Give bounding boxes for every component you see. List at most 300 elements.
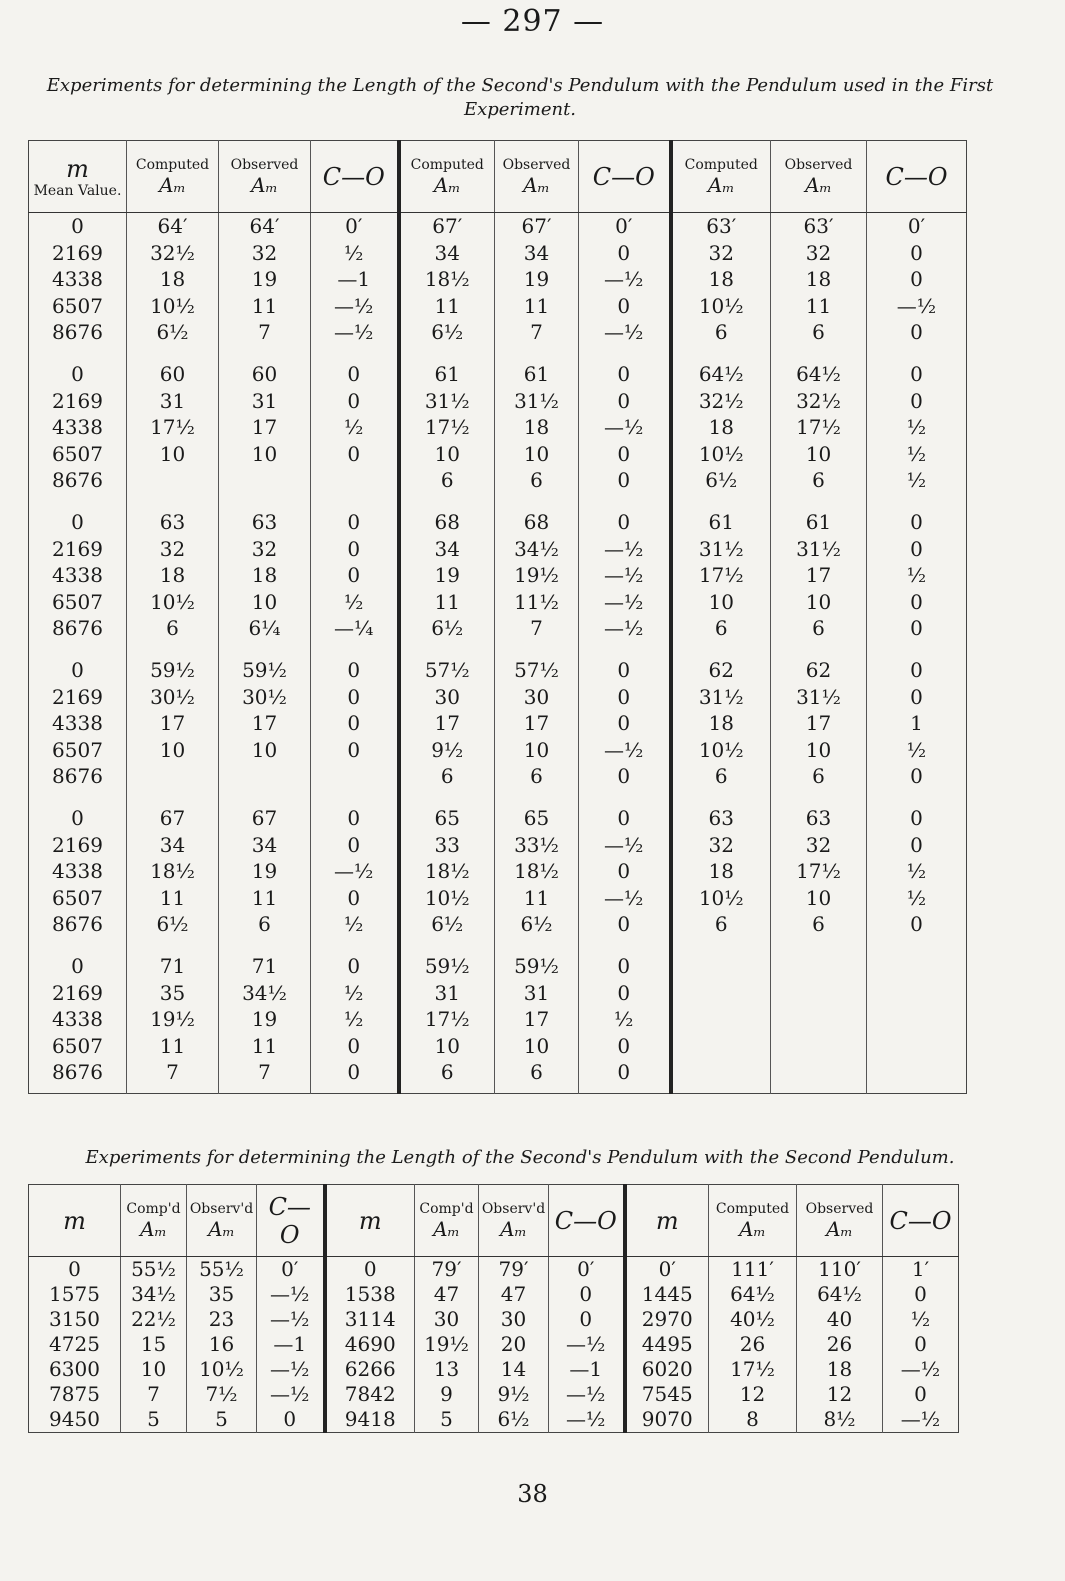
table-cell: 18 [708,859,734,883]
value-group [311,805,397,953]
table-cell: 2169 [52,388,103,413]
t1-header-b2-c-o: C—O [579,141,671,213]
value-group [771,953,866,1093]
table-cell: 7875 [49,1382,100,1406]
table-cell: 67 [159,806,186,830]
table-cell: 4725 [49,1332,100,1356]
table-cell: 55½ [199,1257,244,1281]
table-cell: 0 [617,711,631,735]
table-cell: 0 [347,536,361,561]
t1-header-b2-observed: Observed Aₘ [495,141,579,213]
table-cell: 0 [910,388,923,413]
table-cell: 6 [440,468,454,492]
t2-col-b3-m [625,1257,709,1433]
value-group [127,213,218,361]
table-cell: 110′ [818,1257,861,1281]
value-group [401,213,495,361]
t2-col-b3-observed [797,1257,883,1433]
table-cell: 3150 [49,1307,100,1331]
table-cell: 10½ [698,441,744,466]
table-cell: 31½ [424,388,470,413]
table-cell: 17 [434,711,460,735]
value-group [127,805,218,953]
table-cell: 7 [530,320,543,344]
table-cell: 0 [579,1282,593,1306]
table-cell: 32 [251,240,278,265]
table-cell: 0 [617,980,631,1005]
value-group [579,361,669,509]
value-group [771,509,866,657]
table1-caption: Experiments for determining the Length of the Second's Pendulum with the Pendulum used in the First Experiment. [46,75,994,120]
table-cell: 19 [251,859,278,883]
signature-number: 38 [517,1480,548,1508]
table-cell: 12 [739,1382,766,1406]
table-cell: 57½ [514,658,559,682]
table-cell [867,953,966,980]
table-cell: 18 [708,415,734,439]
table-cell: 18 [708,711,734,735]
table-cell: 17 [251,415,278,439]
t1-col-b1-c-o [311,213,399,1094]
table-cell: 67′ [521,214,552,238]
t2-header-b2-observed: Observ'd Aₘ [479,1185,549,1257]
table-cell: 18 [805,267,832,291]
value-group [867,657,966,805]
value-group [219,953,310,1093]
value-group [219,657,310,805]
table-cell: 64½ [796,362,841,386]
table-cell: 0 [347,441,361,466]
table-cell: 18½ [150,859,195,883]
table-cell: ½ [906,563,927,587]
value-group [29,213,126,361]
table-cell: 19 [251,267,278,291]
table-cell: 32 [251,536,278,561]
table-cell: 65 [434,806,460,830]
table-cell: 6507 [52,1033,103,1058]
table-cell: 0 [347,806,361,830]
t1-header-b3-computed: Computed Aₘ [671,141,771,213]
table-cell: 2169 [52,536,103,561]
table-cell: —½ [270,1307,310,1331]
t1-col-b2-observed [495,213,579,1094]
value-group [401,805,495,953]
table-cell: 26 [826,1332,853,1356]
table-cell: 0 [910,320,923,344]
table-cell: 0′ [658,1257,676,1281]
table-cell: 17 [805,563,832,587]
table-cell: 6 [530,1060,543,1084]
table-cell: 11 [523,885,550,910]
table-cell: 0 [617,468,631,492]
table-cell: 11 [159,885,186,910]
table-cell: 4338 [52,711,103,735]
table1 [28,140,967,1094]
table-cell: 63 [159,510,186,534]
table-cell: 19 [523,267,550,291]
t2-col-b2-c-o [549,1257,625,1433]
table-cell: 0 [347,737,361,762]
value-group [219,805,310,953]
table-cell: 6 [714,764,728,788]
table-cell [673,980,771,1007]
value-group [311,361,397,509]
table-cell: —½ [334,859,374,883]
table-cell [673,1059,771,1086]
table-cell: 0 [914,1282,927,1306]
table-cell: 4338 [52,267,103,291]
table-cell: 6 [812,912,825,936]
value-group [673,213,771,361]
table-cell: 0 [914,1382,927,1406]
table-cell: 61 [708,510,734,534]
t2-header-b3-observed: Observed Aₘ [797,1185,883,1257]
table-cell: 0 [71,362,84,386]
table-cell: 0 [617,684,631,709]
table-cell: 34½ [514,536,559,561]
t1-header-b3-c-o: C—O [867,141,967,213]
table-cell: 6½ [520,912,553,936]
table-cell: 0 [617,388,631,413]
table-cell: —½ [604,885,644,910]
table-cell: 1575 [49,1282,100,1306]
table-cell: —½ [900,1357,941,1381]
table-cell: 68 [523,510,550,534]
table-cell: 0 [617,806,631,830]
t1-header-mean-value: Mean Value. [33,182,122,199]
table-cell: 6507 [52,589,103,614]
value-group [673,657,771,805]
t1-header-b3-observed: Observed Aₘ [771,141,867,213]
table-cell: 0 [363,1257,377,1281]
value-group [311,657,397,805]
table-cell: 6½ [705,468,738,492]
table-cell: 32 [805,832,832,857]
table-cell: 18 [523,415,550,439]
table-cell: 10½ [150,293,195,318]
table-cell: 34 [251,832,278,857]
table-cell: 18½ [424,859,470,883]
table-cell: 0 [910,912,923,936]
table-cell: 0 [617,510,631,534]
table-cell: ½ [910,1307,931,1331]
table-cell: 0 [71,214,84,238]
table-cell: 7 [258,1060,271,1084]
table-cell: 6 [812,616,825,640]
table-cell: ½ [344,912,364,936]
table-cell: 64′ [249,214,280,238]
table-cell: 18 [159,563,186,587]
value-group [127,657,218,805]
table-cell: 10 [805,589,832,614]
table-cell [771,980,866,1007]
table-cell: 9450 [49,1407,100,1431]
table-cell [867,1006,966,1033]
table-cell: 0 [347,684,361,709]
table-cell: —½ [604,589,644,614]
table-cell: 19½ [150,1007,195,1031]
table-cell [127,763,218,790]
t2-header-b3-c-o: C—O [883,1185,959,1257]
table-cell: —½ [900,1407,941,1431]
t1-col-b1-observed [219,213,311,1094]
table-cell: 32½ [150,240,195,265]
value-group [579,213,669,361]
table-cell: 34 [434,536,460,561]
table-cell: 0 [68,1257,81,1281]
table-cell: 6 [258,912,271,936]
table-cell: 6300 [49,1357,100,1381]
table-cell: 2169 [52,980,103,1005]
table-cell: 10 [434,1033,460,1058]
table-cell: —½ [604,320,644,344]
table-cell: 6½ [431,912,464,936]
table-cell: 63 [708,806,734,830]
table-cell: 17 [523,711,550,735]
value-group [219,509,310,657]
table-cell: 0′ [577,1257,595,1281]
table-cell: 0 [71,954,84,978]
table-cell: 0 [617,240,631,265]
table-cell: 18½ [514,859,559,883]
table-cell: 5 [440,1407,453,1431]
table-cell: 0 [347,1060,361,1084]
table-cell: 7½ [205,1382,238,1406]
table-cell: 0 [347,362,361,386]
value-group [127,361,218,509]
value-group [673,953,771,1093]
table-cell: 18 [708,267,734,291]
table-cell: 23 [208,1307,235,1331]
table-cell: 0 [347,658,361,682]
table-cell: 32 [708,240,734,265]
value-group [311,213,397,361]
table-cell: 59½ [514,954,559,978]
table-cell: ½ [344,240,364,265]
table-cell [311,467,397,494]
value-group [401,509,495,657]
table-cell: 0 [283,1407,297,1431]
table-cell: 6½ [156,912,189,936]
table-cell: 34 [159,832,186,857]
table-cell: 6 [714,320,728,344]
table-cell: 16 [208,1332,235,1356]
table-cell: 4338 [52,859,103,883]
value-group [127,953,218,1093]
table-cell: —¼ [334,616,374,640]
value-group [29,657,126,805]
table-cell: 11 [251,293,278,318]
table-cell: 22½ [131,1307,176,1331]
table-cell: 32 [708,832,734,857]
table-cell: 61 [434,362,460,386]
table-cell: ½ [906,885,927,910]
table-cell: 9½ [497,1382,530,1406]
table-cell: —1 [273,1332,307,1356]
table-cell: 18 [159,267,186,291]
table-cell: 9418 [344,1407,396,1431]
table-cell: 6507 [52,885,103,910]
table-cell: 0 [910,536,923,561]
table-cell: 68 [434,510,460,534]
table-cell: 0 [347,510,361,534]
value-group [219,213,310,361]
table-cell: 3114 [344,1307,396,1331]
table-cell: 63 [805,806,832,830]
table-cell: 10 [805,441,832,466]
table-cell: 4690 [344,1332,396,1356]
table-cell: 10½ [424,885,470,910]
table-cell: 4495 [641,1332,693,1356]
t2-col-b1-observed [187,1257,257,1433]
table-cell: 26 [739,1332,766,1356]
value-group [29,361,126,509]
table-cell: —½ [270,1382,310,1406]
table-cell: 18 [251,563,278,587]
table-cell [867,1059,966,1086]
table-cell: 8676 [52,1060,103,1084]
table-cell: 2169 [52,832,103,857]
table-cell: —½ [334,320,374,344]
table-cell: 6 [440,764,454,788]
table-cell: 17 [805,711,832,735]
t2-header-b1-c-o: C—O [257,1185,325,1257]
table-cell: 0 [347,1033,361,1058]
table-cell: 19 [251,1007,278,1031]
table-cell: 0 [347,563,361,587]
t2-header-b3-m: m [625,1185,709,1257]
table-cell: 18½ [424,267,470,291]
table-cell: 0′ [615,214,633,238]
table-cell: 61 [523,362,550,386]
table-cell: 6 [530,468,543,492]
value-group [495,361,578,509]
table-cell: 7 [166,1060,179,1084]
table-cell: 8676 [52,320,103,344]
table-cell: 10 [708,589,734,614]
table-cell: 79′ [498,1257,529,1281]
t2-header-b2-c-o: C—O [549,1185,625,1257]
table-cell: 8 [746,1407,759,1431]
table-cell: 34 [434,240,460,265]
table-cell: 10 [251,441,278,466]
table-cell: 6 [440,1060,454,1084]
table-cell: 11 [434,293,460,318]
table-cell: 19½ [514,563,559,587]
table-cell: 33 [434,832,460,857]
value-group [311,953,397,1093]
table-cell: 2169 [52,240,103,265]
t1-col-b3-observed [771,213,867,1094]
table-cell: 17½ [150,415,195,439]
table-cell: 30 [500,1307,527,1331]
table-cell: 11½ [514,589,559,614]
table-cell: 0 [347,711,361,735]
table-cell [867,980,966,1007]
table-cell: 17 [523,1007,550,1031]
table-cell: 31½ [796,536,841,561]
table-cell: 19½ [424,1332,469,1356]
value-group [401,657,495,805]
value-group [771,213,866,361]
table-cell: 1 [910,711,923,735]
value-group [579,657,669,805]
value-group [29,953,126,1093]
value-group [771,361,866,509]
table-cell: 9070 [641,1407,693,1431]
t1-header-b1-observed: Observed Aₘ [219,141,311,213]
table-cell: 63′ [706,214,737,238]
table-cell: 17½ [424,1007,470,1031]
table-cell: 31 [523,980,550,1005]
table-cell: 32½ [796,388,841,413]
table-cell: 60 [251,362,278,386]
table-cell: 0 [910,658,923,682]
table-cell: 0′ [907,214,926,238]
table-cell: 31½ [514,388,559,413]
t1-col-b3-c-o [867,213,967,1094]
table-cell: 6½ [431,320,464,344]
table-cell: 10 [523,1033,550,1058]
table-cell: 10 [523,441,550,466]
table-cell: 0 [910,832,923,857]
t2-header-b2-computed: Comp'd Aₘ [415,1185,479,1257]
table-cell: ½ [906,859,927,883]
table-cell: 47 [500,1282,527,1306]
table-cell: 11 [805,293,832,318]
table-cell: 17 [251,711,278,735]
table-cell: 10½ [150,589,195,614]
table-cell: —½ [896,293,937,318]
table-cell: 0 [910,764,923,788]
table-cell: 6 [812,320,825,344]
table-cell: —½ [604,536,644,561]
table-cell: 30 [433,1307,460,1331]
table-cell: 0 [71,510,84,534]
table-cell: 64′ [157,214,188,238]
table-cell: 8676 [52,764,103,788]
table-cell: 71 [159,954,186,978]
table-cell: 6507 [52,737,103,762]
value-group [495,213,578,361]
table-cell: 11 [251,1033,278,1058]
table-cell: 10½ [698,737,744,762]
value-group [673,361,771,509]
table-cell: 13 [433,1357,460,1381]
table-cell: 10 [159,441,186,466]
table-cell: 47 [433,1282,460,1306]
value-group [673,805,771,953]
table-cell: —1 [569,1357,603,1381]
table-cell: 59½ [424,954,470,978]
table-cell [771,1059,866,1086]
table-cell [673,1033,771,1060]
value-group [401,953,495,1093]
table-cell: 6½ [431,616,464,640]
table-cell: 7842 [344,1382,396,1406]
table-cell: —½ [604,563,644,587]
table-cell: 35 [159,980,186,1005]
t2-col-b2-observed [479,1257,549,1433]
table-cell: 0 [910,616,923,640]
table-cell: 11 [523,293,550,318]
t2-col-b3-c-o [883,1257,959,1433]
table-cell: 4338 [52,563,103,587]
table-cell: 63′ [803,214,834,238]
t2-col-b1-m [29,1257,121,1433]
value-group [495,509,578,657]
table-cell [127,467,218,494]
